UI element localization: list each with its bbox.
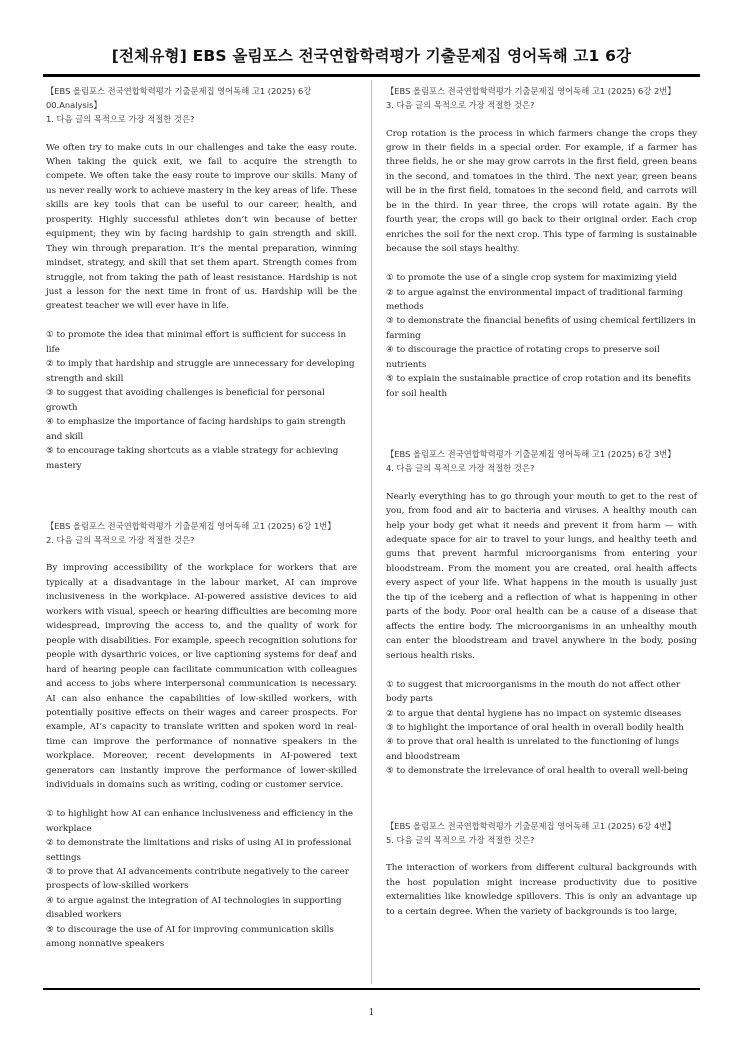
answer-option[interactable]: ⑤ to discourage the use of AI for improving communication skills among nonnative speakers bbox=[46, 924, 334, 950]
answer-option[interactable]: ② to demonstrate the limitations and risks of using AI in professional settings bbox=[46, 838, 352, 863]
question-prompt: 2. 다음 글의 목적으로 가장 적절한 것은? bbox=[46, 534, 195, 545]
answer-option[interactable]: ⑤ to encourage taking shortcuts as a viable strategy for achieving mastery bbox=[46, 446, 339, 471]
answer-option[interactable]: ② to argue against the environmental impact of traditional farming methods bbox=[386, 287, 683, 312]
answer-option[interactable]: ④ to argue against the integration of AI technologies in supporting disabled workers bbox=[46, 895, 342, 921]
answer-options bbox=[46, 328, 357, 473]
left-column bbox=[46, 84, 357, 952]
answer-option[interactable]: ④ to emphasize the importance of facing hardships to gain strength and skill bbox=[46, 417, 346, 442]
answer-option[interactable]: ⑤ to explain the sustainable practice of crop rotation and its benefits for soil health bbox=[386, 374, 691, 399]
question-1 bbox=[46, 84, 357, 473]
answer-option[interactable]: ③ to prove that AI advancements contribute negatively to the career prospects of low-skilled workers bbox=[46, 867, 349, 892]
answer-option[interactable]: ② to imply that hardship and struggle are unnecessary for developing strength and skill bbox=[46, 359, 355, 384]
question-passage: By improving accessibility of the workplace for workers that are typically at a disadvantage in the labour market, AI can improve inclusiveness in the workplace. AI-powered assistive devices to aid workers with visual, speech or hearing difficulties are becoming more widespread, improving the access to, and the quality of work for people with disabilities. For example, speech recognition solutions for people with dysarthric voices, or live captioning systems for deaf and hard of hearing people can facilitate communication with colleagues and access to jobs where interpersonal communication is necessary. AI can also enhance the capabilities of low-skilled workers, with potentially positive effects on their wages and career prospects. For example, AI’s capacity to translate written and spoken word in real-time can improve the performance of nonnative speakers in the workplace. Moreover, recent developments in AI-powered text generators can instantly improve the performance of lower-skilled individuals in domains such as writing, coding or customer service. bbox=[46, 563, 357, 791]
question-header: 【EBS 올림포스 전국연합학력평가 기출문제집 영어독해 고1 (2025) 6강 00.Analysis】 bbox=[46, 86, 312, 110]
question-prompt: 5. 다음 글의 목적으로 가장 적절한 것은? bbox=[386, 834, 535, 845]
answer-option[interactable]: ① to promote the use of a single crop system for maximizing yield bbox=[386, 273, 677, 284]
answer-options bbox=[386, 678, 697, 779]
right-column bbox=[386, 84, 697, 934]
answer-option[interactable]: ① to suggest that microorganisms in the mouth do not affect other body parts bbox=[386, 679, 681, 705]
question-2 bbox=[46, 519, 357, 952]
question-3 bbox=[386, 84, 697, 401]
question-header: 【EBS 올림포스 전국연합학력평가 기출문제집 영어독해 고1 (2025) 6강 3번】 bbox=[386, 449, 676, 460]
answer-option[interactable]: ③ to highlight the importance of oral health in overall bodily health bbox=[386, 722, 684, 733]
question-passage: The interaction of workers from different cultural backgrounds with the host population might increase productivity due to positive externalities like knowledge spillovers. This is only an advantage up to a certain degree. When the variety of backgrounds is too large, bbox=[386, 863, 697, 917]
answer-option[interactable]: ① to promote the idea that minimal effort is sufficient for success in life bbox=[46, 330, 347, 355]
answer-option[interactable]: ⑤ to demonstrate the irrelevance of oral health to overall well-being bbox=[386, 766, 689, 777]
question-header: 【EBS 올림포스 전국연합학력평가 기출문제집 영어독해 고1 (2025) 6강 2번】 bbox=[386, 86, 676, 96]
answer-option[interactable]: ③ to suggest that avoiding challenges is beneficial for personal growth bbox=[46, 388, 325, 413]
question-header: 【EBS 올림포스 전국연합학력평가 기출문제집 영어독해 고1 (2025) 6강 1번】 bbox=[46, 520, 336, 531]
page-title: [전체유형] EBS 올림포스 전국연합학력평가 기출문제집 영어독해 고1 6강 bbox=[111, 47, 632, 65]
question-4 bbox=[386, 447, 697, 779]
page-number: 1 bbox=[368, 1008, 375, 1018]
question-header: 【EBS 올림포스 전국연합학력평가 기출문제집 영어독해 고1 (2025) 6강 4번】 bbox=[386, 820, 676, 831]
column-divider bbox=[371, 80, 372, 984]
question-passage: We often try to make cuts in our challenges and take the easy route. When taking the quick exit, we fail to acquire the strength to compete. We often take the easy route to improve our skills. Many of us never really work to achieve mastery in the key areas of life. These skills are key tools that can be useful to our career, health, and prosperity. Highly successful athletes don’t win because of better equipment; they win by facing hardship to gain strength and skill. They win through preparation. It’s the mental preparation, winning mindset, strategy, and skill that set them apart. Strength comes from struggle, not from taking the path of least resistance. Hardship is not just a lesson for the next time in front of us. Hardship will be the greatest teacher we will ever have in life. bbox=[46, 142, 357, 312]
answer-option[interactable]: ④ to discourage the practice of rotating crops to preserve soil nutrients bbox=[386, 345, 660, 370]
answer-options bbox=[46, 807, 357, 952]
question-5 bbox=[386, 819, 697, 919]
top-rule bbox=[43, 74, 700, 77]
bottom-rule bbox=[43, 988, 700, 990]
question-passage: Nearly everything has to go through your mouth to get to the rest of you, from food and air to bacteria and viruses. A healthy mouth can help your body get what it needs and prevent it from harm — with adequate space for air to travel to your lungs, and healthy teeth and gums that prevent harmful microorganisms from entering your bloodstream. From the moment you are created, oral health affects every aspect of your life. What happens in the mouth is usually just the tip of the iceberg and a reflection of what is happening in other parts of the body. Poor oral health can be a cause of a disease that affects the entire body. The microorganisms in an unhealthy mouth can enter the bloodstream and travel anywhere in the body, posing serious health risks. bbox=[386, 491, 697, 661]
answer-option[interactable]: ③ to demonstrate the financial benefits of using chemical fertilizers in farming bbox=[386, 316, 696, 341]
answer-option[interactable]: ④ to prove that oral health is unrelated to the functioning of lungs and bloodstream bbox=[386, 737, 680, 762]
question-prompt: 4. 다음 글의 목적으로 가장 적절한 것은? bbox=[386, 463, 535, 474]
question-passage: Crop rotation is the process in which farmers change the crops they grow in their fields in a special order. For example, if a farmer has three fields, he or she may grow carrots in the first field, green beans in the second, and tomatoes in the third. The next year, green beans will be in the first field, tomatoes in the second field, and carrots will be in the third. In year three, the crops will rotate again. By the fourth year, the crops will go back to their original order. Each crop enriches the soil for the next crop. This type of farming is sustainable because the soil stays healthy. bbox=[386, 128, 697, 255]
answer-options bbox=[386, 271, 697, 401]
question-prompt: 1. 다음 글의 목적으로 가장 적절한 것은? bbox=[46, 114, 195, 124]
question-prompt: 3. 다음 글의 목적으로 가장 적절한 것은? bbox=[386, 100, 535, 110]
answer-option[interactable]: ② to argue that dental hygiene has no impact on systemic diseases bbox=[386, 708, 682, 719]
answer-option[interactable]: ① to highlight how AI can enhance inclusiveness and efficiency in the workplace bbox=[46, 809, 354, 834]
